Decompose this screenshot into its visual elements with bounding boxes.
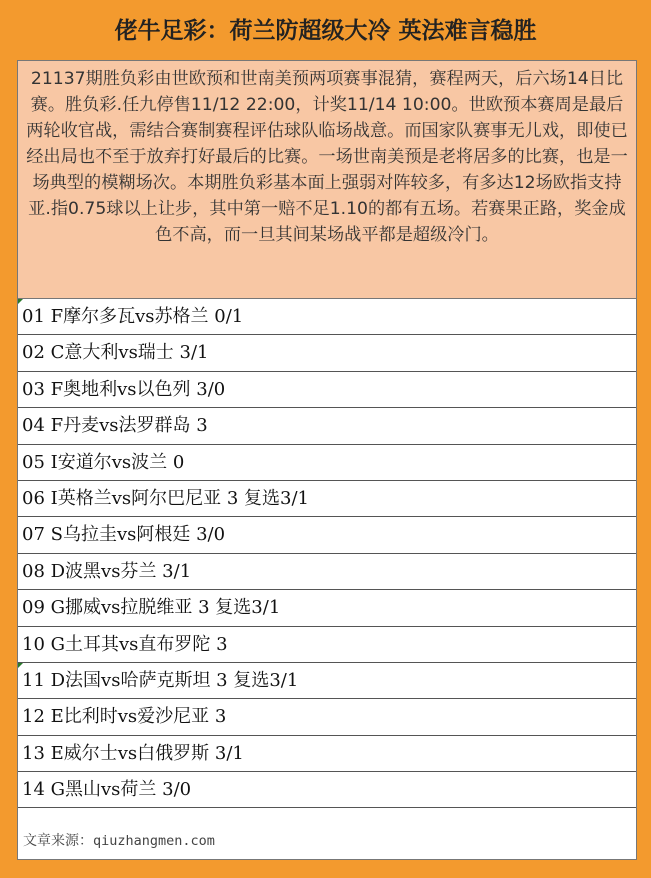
match-row — [18, 699, 636, 735]
match-text: 13 E威尔士vs白俄罗斯 3/1 — [22, 742, 244, 764]
match-row — [18, 408, 636, 444]
match-row — [18, 481, 636, 517]
match-row — [18, 372, 636, 408]
corner-marker — [18, 299, 23, 304]
match-text: 11 D法国vs哈萨克斯坦 3 复选3/1 — [22, 669, 299, 691]
intro-paragraph: 21137期胜负彩由世欧预和世南美预两项赛事混猜，赛程两天，后六场14日比赛。胜负彩.任九停售11/12 22:00，计奖11/14 10:00。世欧预本赛周是最后两轮收官战，需结合赛制赛程评估球队临场战意。而国家队赛事无儿戏，即使已经出局也不至于放弃打好最后的比赛。一场世南美预是老将居多的比赛，也是一场典型的模糊场次。本期胜负彩基本面上强弱对阵较多，有多达12场欧指支持亚.指0.75球以上让步，其中第一赔不足1.10的都有五场。若赛果正路，奖金成色不高，而一旦其间某场战平都是超级冷门。 — [18, 61, 636, 299]
match-row — [18, 299, 636, 335]
match-text: 09 G挪威vs拉脱维亚 3 复选3/1 — [22, 597, 281, 619]
match-text: 05 I安道尔vs波兰 0 — [22, 451, 185, 473]
match-row — [18, 590, 636, 626]
match-text: 14 G黑山vs荷兰 3/0 — [22, 779, 192, 801]
match-text: 01 F摩尔多瓦vs苏格兰 0/1 — [22, 306, 244, 327]
article-panel — [17, 60, 637, 860]
match-row — [18, 445, 636, 481]
match-text: 08 D波黑vs芬兰 3/1 — [22, 560, 192, 582]
match-text: 10 G土耳其vs直布罗陀 3 — [22, 633, 228, 655]
corner-marker — [18, 663, 23, 668]
source-footer — [23, 830, 215, 850]
match-row — [18, 772, 636, 808]
match-list — [18, 299, 636, 808]
match-row — [18, 517, 636, 553]
source-label: 文章来源： — [23, 833, 93, 849]
match-row — [18, 554, 636, 590]
match-text: 06 I英格兰vs阿尔巴尼亚 3 复选3/1 — [22, 487, 310, 509]
match-text: 02 C意大利vs瑞士 3/1 — [22, 342, 209, 364]
match-row — [18, 627, 636, 663]
match-row — [18, 335, 636, 371]
match-row — [18, 736, 636, 772]
source-link[interactable]: qiuzhangmen.com — [93, 833, 215, 849]
match-text: 03 F奥地利vs以色列 3/0 — [22, 378, 226, 400]
match-row — [18, 663, 636, 699]
match-text: 07 S乌拉圭vs阿根廷 3/0 — [22, 524, 226, 546]
match-text: 12 E比利时vs爱沙尼亚 3 — [22, 706, 227, 728]
page-title: 佬牛足彩：荷兰防超级大冷 英法难言稳胜 — [114, 18, 537, 44]
match-text: 04 F丹麦vs法罗群岛 3 — [22, 415, 208, 437]
